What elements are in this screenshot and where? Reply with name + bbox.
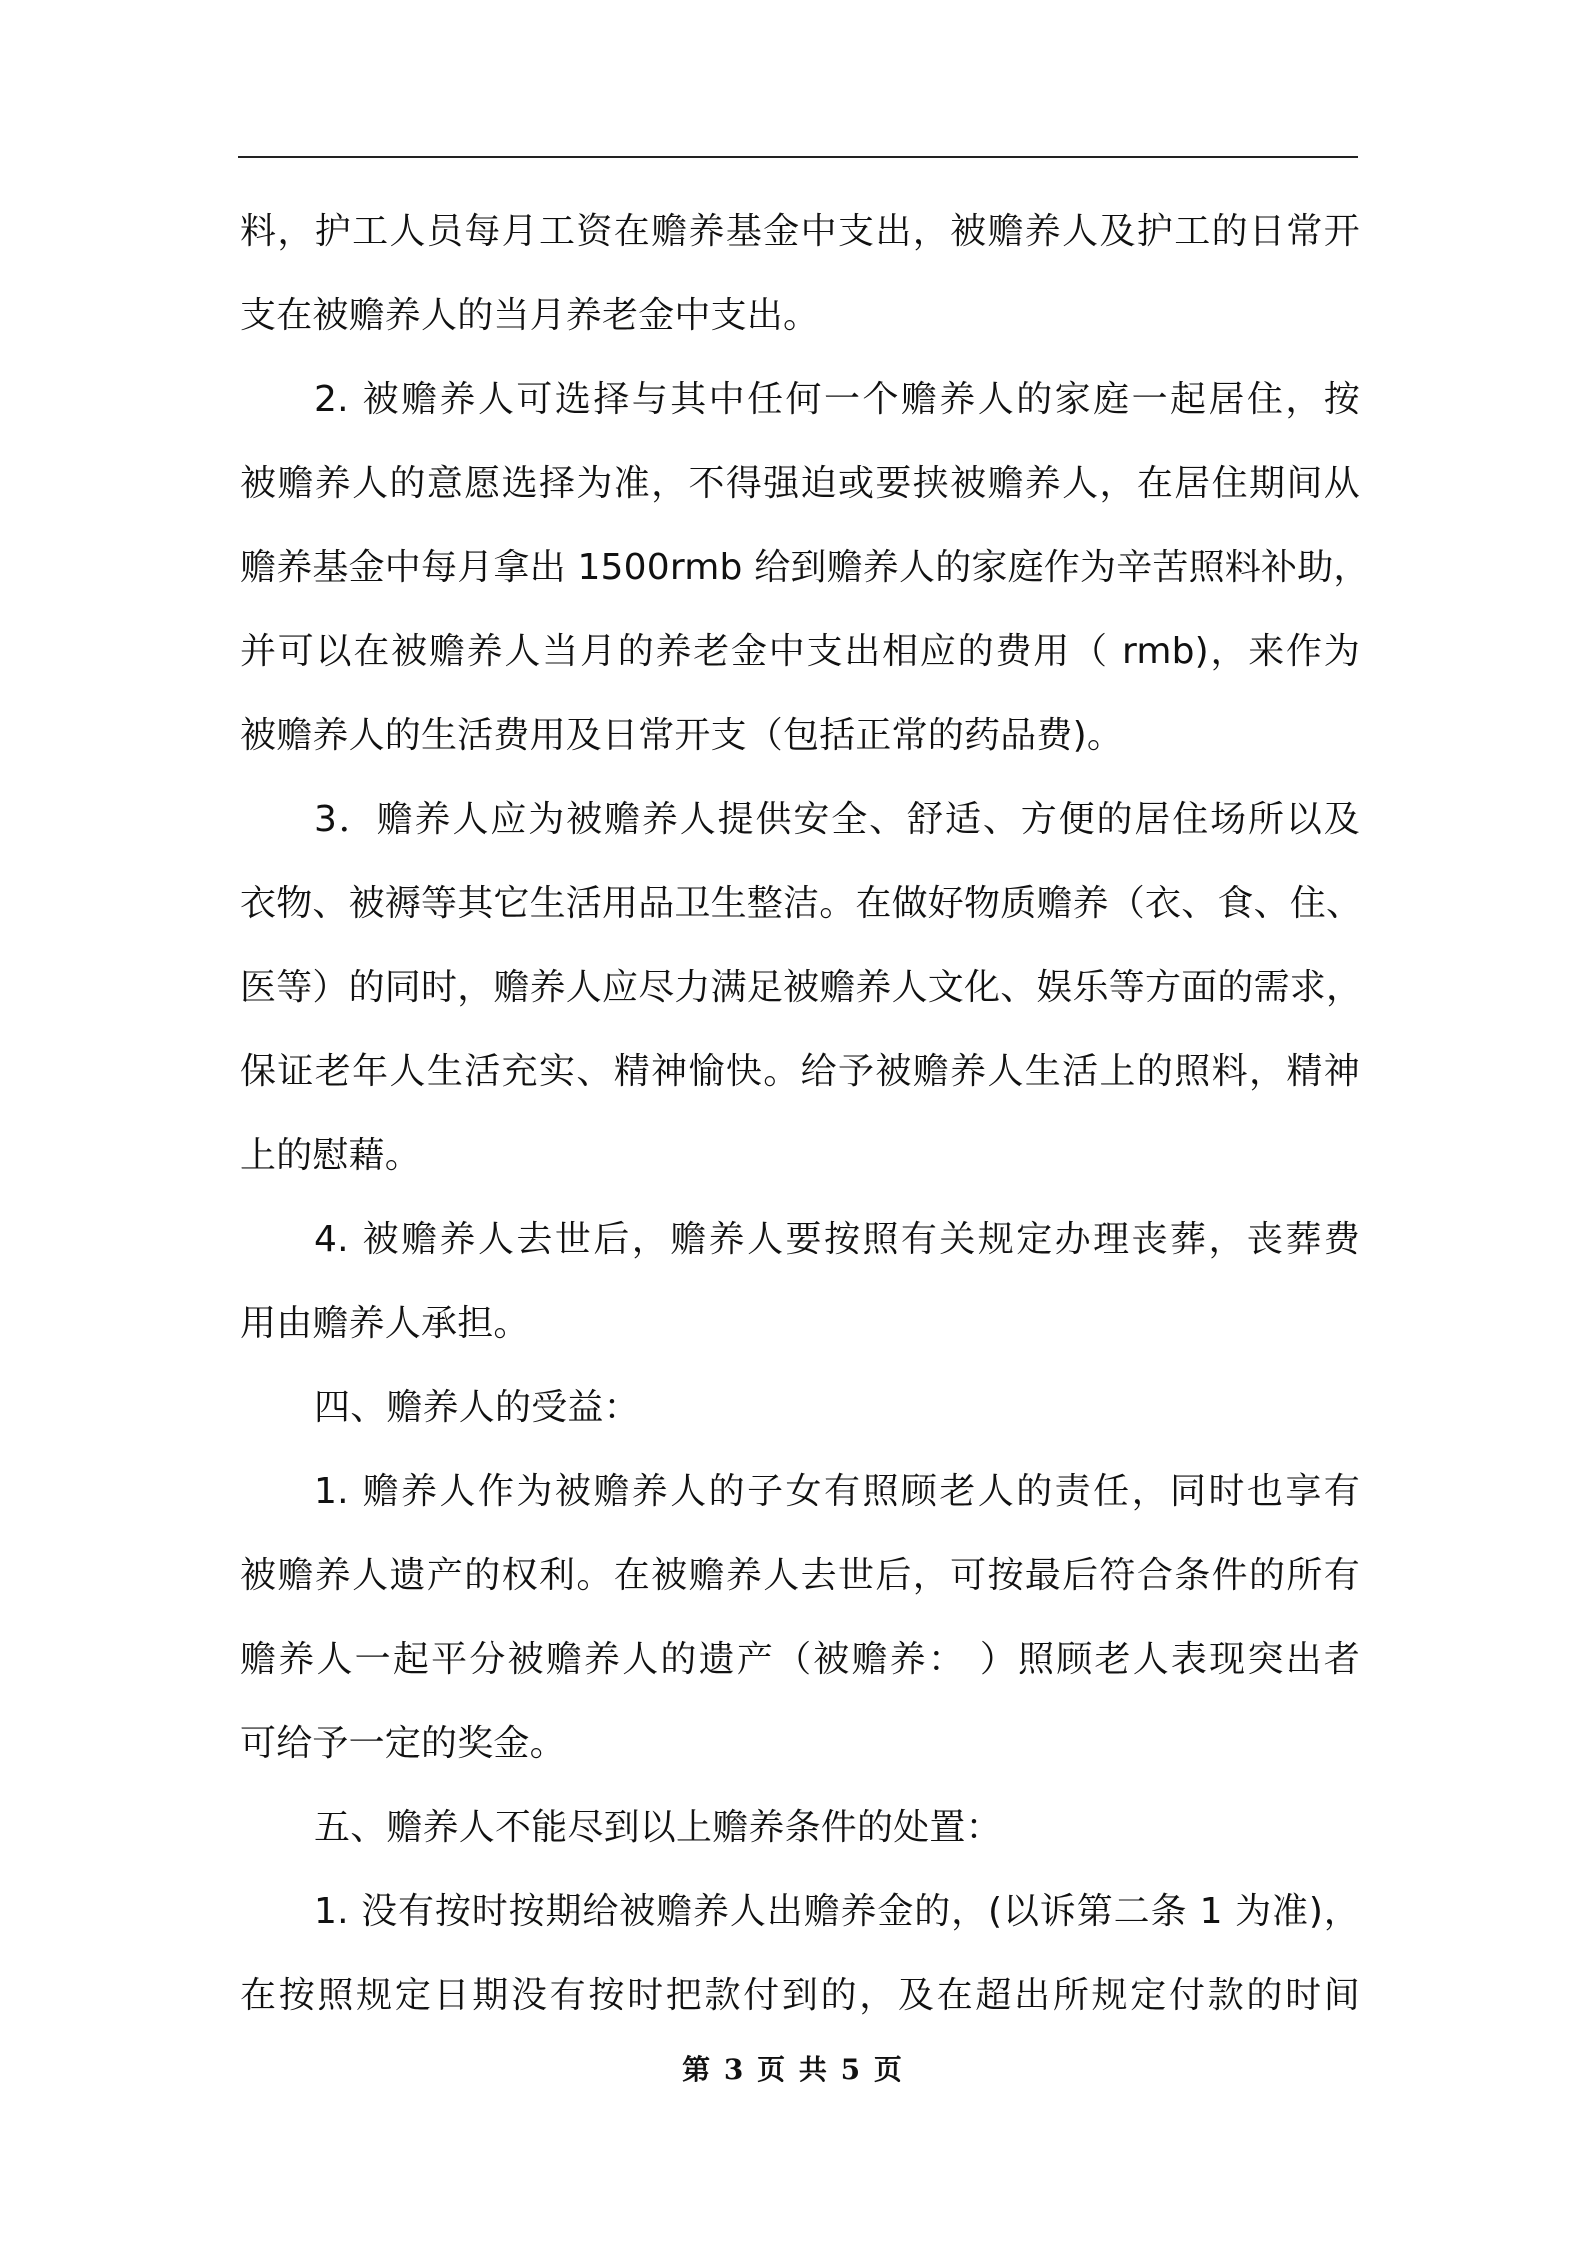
- text-line: 3．赡养人应为被赡养人提供安全、舒适、方便的居住场所以及: [314, 799, 1360, 840]
- text-line: 支在被赡养人的当月养老金中支出。: [240, 295, 820, 336]
- text-line: 赡养基金中每月拿出 1500rmb 给到赡养人的家庭作为辛苦照料补助，: [240, 547, 1370, 588]
- text-line: 并可以在被赡养人当月的养老金中支出相应的费用（ rmb)，来作为: [240, 631, 1360, 672]
- text-line: 衣物、被褥等其它生活用品卫生整洁。在做好物质赡养（衣、食、住、: [240, 883, 1363, 924]
- text-line: 赡养人一起平分被赡养人的遗产（被赡养： ）照顾老人表现突出者: [240, 1639, 1360, 1680]
- text-line: 1. 赡养人作为被赡养人的子女有照顾老人的责任，同时也享有: [314, 1471, 1360, 1512]
- text-line: 1. 没有按时按期给被赡养人出赡养金的，(以诉第二条 1 为准)，: [314, 1891, 1360, 1932]
- text-line: 在按照规定日期没有按时把款付到的，及在超出所规定付款的时间: [240, 1975, 1360, 2016]
- text-line: 4. 被赡养人去世后，赡养人要按照有关规定办理丧葬，丧葬费: [314, 1219, 1360, 1260]
- text-line: 医等）的同时，赡养人应尽力满足被赡养人文化、娱乐等方面的需求，: [240, 967, 1363, 1008]
- text-line: 四、赡养人的受益：: [314, 1387, 640, 1428]
- text-line: 被赡养人的生活费用及日常开支（包括正常的药品费)。: [240, 715, 1124, 756]
- page-number: 第 3 页 共 5 页: [682, 2053, 904, 2086]
- document-body: [240, 190, 1370, 2038]
- text-line: 被赡养人的意愿选择为准，不得强迫或要挟被赡养人，在居住期间从: [240, 463, 1360, 504]
- text-line: 料，护工人员每月工资在赡养基金中支出，被赡养人及护工的日常开: [240, 211, 1360, 252]
- text-line: 被赡养人遗产的权利。在被赡养人去世后，可按最后符合条件的所有: [240, 1555, 1360, 1596]
- text-line: 2. 被赡养人可选择与其中任何一个赡养人的家庭一起居住，按: [314, 379, 1360, 420]
- text-line: 用由赡养人承担。: [240, 1303, 530, 1344]
- text-line: 可给予一定的奖金。: [240, 1723, 566, 1764]
- header-rule: [238, 156, 1358, 158]
- text-line: 五、赡养人不能尽到以上赡养条件的处置：: [314, 1807, 1002, 1848]
- text-line: 保证老年人生活充实、精神愉快。给予被赡养人生活上的照料，精神: [240, 1051, 1360, 1092]
- text-line: 上的慰藉。: [240, 1135, 422, 1176]
